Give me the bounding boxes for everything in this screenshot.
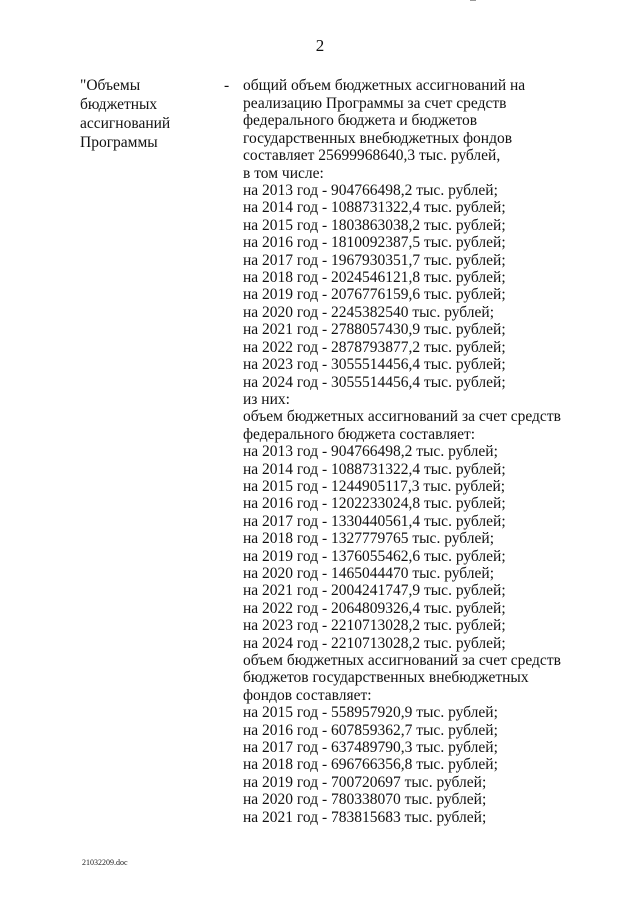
section-label: [80, 76, 220, 152]
text-line: в том числе:: [243, 164, 324, 182]
text-line: на 2024 год - 3055514456,4 тыс. рублей;: [243, 373, 506, 391]
text-line: на 2019 год - 700720697 тыс. рублей;: [243, 773, 487, 791]
text-line: на 2023 год - 3055514456,4 тыс. рублей;: [243, 356, 506, 374]
text-line: на 2015 год - 1244905117,3 тыс. рублей;: [243, 477, 506, 495]
file-name-footer: 21032209.doc: [82, 858, 128, 867]
text-line: на 2018 год - 696766356,8 тыс. рублей;: [243, 756, 498, 774]
text-line: на 2023 год - 2210713028,2 тыс. рублей;: [243, 617, 506, 635]
text-line: на 2019 год - 2076776159,6 тыс. рублей;: [243, 286, 506, 304]
text-line: федерального бюджета и бюджетов: [243, 112, 478, 130]
text-line: на 2016 год - 607859362,7 тыс. рублей;: [243, 721, 498, 739]
text-line: на 2013 год - 904766498,2 тыс. рублей;: [243, 443, 498, 461]
text-line: объем бюджетных ассигнований за счет средств: [243, 408, 561, 426]
section-label-line: ассигнований: [80, 115, 171, 132]
section-label-line: Программы: [80, 134, 158, 151]
text-line: на 2014 год - 1088731322,4 тыс. рублей;: [243, 460, 506, 478]
text-line: на 2024 год - 2210713028,2 тыс. рублей;: [243, 634, 506, 652]
separator-dash: -: [224, 77, 230, 94]
text-line: на 2013 год - 904766498,2 тыс. рублей;: [243, 182, 498, 200]
text-line: на 2014 год - 1088731322,4 тыс. рублей;: [243, 199, 506, 217]
text-line: на 2017 год - 637489790,3 тыс. рублей;: [243, 739, 498, 757]
text-line: государственных внебюджетных фондов: [243, 129, 513, 147]
text-line: на 2017 год - 1330440561,4 тыс. рублей;: [243, 512, 506, 530]
text-line: на 2018 год - 1327779765 тыс. рублей;: [243, 530, 494, 548]
text-line: объем бюджетных ассигнований за счет средств: [243, 652, 561, 669]
text-line: на 2016 год - 1810092387,5 тыс. рублей;: [243, 234, 506, 252]
text-line: бюджетов государственных внебюджетных: [243, 669, 529, 687]
text-line: на 2021 год - 2004241747,9 тыс. рублей;: [243, 582, 506, 600]
text-line: федерального бюджета составляет:: [243, 425, 476, 443]
text-line: реализацию Программы за счет средств: [243, 95, 507, 112]
text-line: на 2021 год - 783815683 тыс. рублей;: [243, 808, 487, 826]
text-line: на 2016 год - 1202233024,8 тыс. рублей;: [243, 495, 506, 513]
text-line: на 2017 год - 1967930351,7 тыс. рублей;: [243, 251, 506, 269]
text-line: на 2020 год - 1465044470 тыс. рублей;: [243, 564, 494, 582]
text-line: на 2015 год - 558957920,9 тыс. рублей;: [243, 704, 498, 722]
text-line: на 2022 год - 2064809326,4 тыс. рублей;: [243, 599, 506, 617]
text-line: на 2019 год - 1376055462,6 тыс. рублей;: [243, 547, 506, 565]
text-line: на 2021 год - 2788057430,9 тыс. рублей;: [243, 321, 506, 339]
scan-mark: [470, 0, 476, 1]
funding-text: [243, 76, 623, 826]
text-line: на 2022 год - 2878793877,2 тыс. рублей;: [243, 338, 506, 356]
text-line: на 2020 год - 2245382540 тыс. рублей;: [243, 303, 494, 321]
text-line: фондов составляет:: [243, 686, 372, 704]
page-number: 2: [315, 36, 325, 55]
text-line: на 2018 год - 2024546121,8 тыс. рублей;: [243, 269, 506, 287]
text-line: на 2020 год - 780338070 тыс. рублей;: [243, 791, 487, 809]
text-line: на 2015 год - 1803863038,2 тыс. рублей;: [243, 216, 506, 234]
text-line: из них:: [243, 390, 290, 408]
section-label-line: бюджетных: [80, 96, 158, 113]
text-line: общий объем бюджетных ассигнований на: [243, 77, 526, 94]
text-line: составляет 25699968640,3 тыс. рублей,: [243, 147, 501, 165]
section-label-line: "Объемы: [80, 77, 141, 94]
